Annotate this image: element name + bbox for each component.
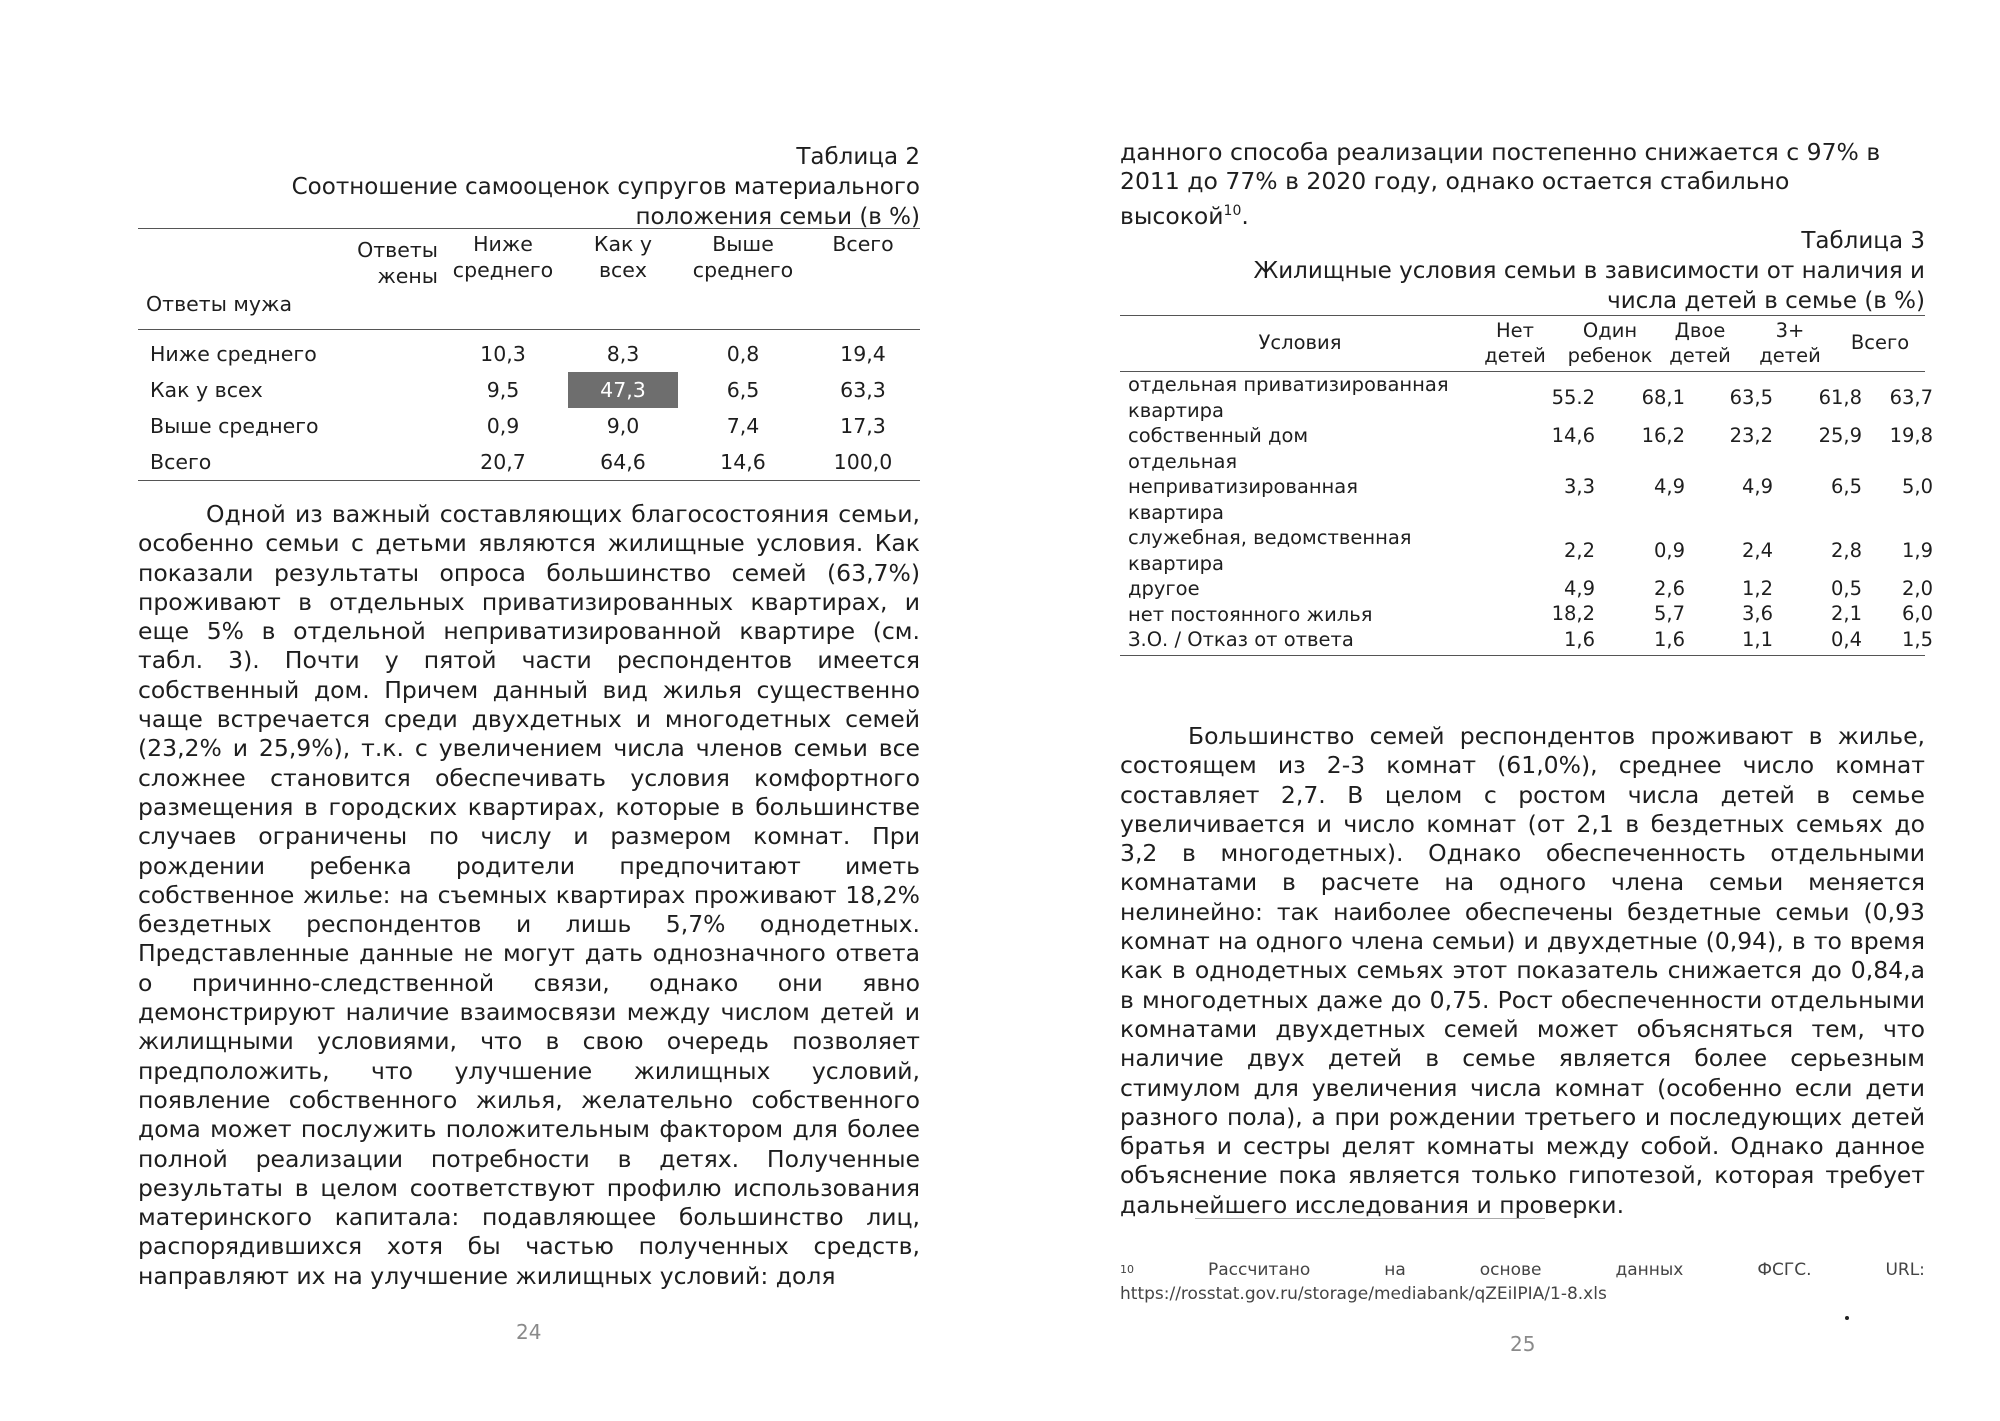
table-cell: 7,4: [726, 414, 760, 438]
col-header: 3+ детей: [1759, 319, 1821, 367]
row-label: Выше среднего: [150, 414, 319, 438]
table2: [138, 228, 920, 481]
table-row: [1120, 576, 1933, 602]
table-cell: 10,3: [480, 342, 526, 366]
table2-header: [138, 229, 920, 330]
table-cell: 3,3: [1563, 474, 1595, 498]
table-row: [1120, 602, 1933, 628]
table-cell: 2,2: [1563, 538, 1595, 562]
row-label: другое: [1128, 577, 1200, 600]
table-cell: 64,6: [600, 450, 646, 474]
table-cell: 9,5: [486, 378, 520, 402]
table-cell: 2,8: [1830, 538, 1862, 562]
footnote-marker: 10: [1120, 1263, 1134, 1276]
table2-caption: [120, 142, 920, 232]
table-cell: 19,8: [1889, 423, 1933, 447]
table-cell: 4,9: [1563, 576, 1595, 600]
col-header: Один ребенок: [1567, 319, 1653, 367]
table-cell: 20,7: [480, 450, 526, 474]
table-cell: 1,6: [1563, 627, 1595, 651]
table-cell: 4,9: [1653, 474, 1685, 498]
table-cell: 2,4: [1741, 538, 1773, 562]
table-row: [138, 444, 920, 480]
table-cell: 2,1: [1830, 602, 1862, 626]
table-cell: 9,0: [606, 414, 640, 438]
wife-answers-header: Ответы жены: [357, 238, 438, 288]
table2-title-line1: Соотношение самооценок супругов материального: [291, 174, 920, 200]
table-cell: 25,9: [1818, 423, 1862, 447]
table-cell: 1,6: [1653, 627, 1685, 651]
row-label: нет постоянного жилья: [1128, 602, 1373, 626]
speck: [1845, 1316, 1849, 1320]
page-number: 25: [1510, 1332, 1536, 1356]
table-row: [138, 336, 920, 372]
col-header: Нет детей: [1484, 319, 1546, 367]
paragraph: Одной из важный составляющих благосостояния семьи, особенно семьи с детьми являются жилищные условия. Как показали результаты опроса большинство семей (63,7%) проживают в отдельных приватизированных квартирах, и еще 5% в отдельной неприватизированной квартире (см. табл. 3). Почти у пятой части респондентов имеется собственный дом. Причем данный вид жилья существенно чаще встречается среди двухдетных и многодетных семей (23,2% и 25,9%), т.к. с увеличением числа членов семьи все сложнее становится обеспечивать условия комфортного размещения в городских квартирах, которые в большинстве случаев ограничены по числу и размером комнат. При рождении ребенка родители предпочитают иметь собственное жилье: на съемных квартирах проживают 18,2% бездетных респондентов и лишь 5,7% однодетных. Представленные данные не могут дать однозначного ответа о причинно-следственной связи, однако они явно демонстрируют наличие взаимосвязи между числом детей и жилищными условиями, что в свою очередь позволяет предположить, что улучшение жилищных условий, появление собственного жилья, желательно собственного дома может послужить положительным фактором для более полной реализации потребности в детях. Полученные результаты в целом соответствуют профилю использования материнского капитала: подавляющее большинство лиц, распорядившихся хотя бы частью полученных средств, направляют их на улучшение жилищных условий: доля: [138, 500, 920, 1290]
table3-caption: [1105, 226, 1925, 316]
table-cell: 68,1: [1641, 385, 1685, 409]
paragraph: Большинство семей респондентов проживают в жилье, состоящем из 2-3 комнат (61,0%), среднее число комнат составляет 2,7. В целом с ростом числа детей в семье увеличивается и число комнат (от 2,1 в бездетных семьях до 3,2 в многодетных). Однако обеспеченность отдельными комнатами в расчете на одного члена семьи меняется нелинейно: так наиболее обеспечены бездетные семьи (0,93 комнат на одного члена семьи) и двухдетные (0,94), в то время как в однодетных семьях этот показатель снижается до 0,84,а в многодетных даже до 0,75. Рост обеспеченности отдельными комнатами двухдетных семей может объясняться тем, что наличие двух детей в семье является более серьезным стимулом для увеличения числа комнат (особенно если дети разного пола), а при рождении третьего и последующих детей братья и сестры делят комнаты между собой. Однако данное объяснение пока является только гипотезой, которая требует дальнейшего исследования и проверки.: [1120, 722, 1925, 1219]
table3: [1120, 315, 1933, 656]
right-body-text: [1120, 722, 1925, 1220]
table-cell: 6,0: [1901, 602, 1933, 626]
table-cell: 18,2: [1551, 602, 1595, 626]
table-cell: 63,5: [1729, 385, 1773, 409]
col-header: Как у всех: [593, 232, 653, 282]
table-row: [1120, 449, 1933, 526]
table-cell: 0,5: [1830, 576, 1862, 600]
table-cell: 0,9: [486, 414, 520, 438]
right-top-text: данного способа реализации постепенно снижается с 97% в 2011 до 77% в 2020 году, однако остается стабильно высокой$^{10}$.: [1120, 138, 1881, 230]
footnote-url[interactable]: https://rosstat.gov.ru/storage/mediabank/qZEiIPIA/1-8.xls: [1120, 1284, 1607, 1304]
table-cell: 6,5: [726, 378, 760, 402]
table-cell: 17,3: [840, 414, 886, 438]
table2-title-line2: положения семьи (в %): [635, 204, 920, 230]
row-label: Всего: [150, 450, 212, 474]
table2-number: Таблица 2: [796, 144, 920, 170]
top-text: данного способа реализации постепенно снижается с 97% в 2011 до 77% в 2020 году, однако остается стабильно высокой: [1120, 138, 1881, 230]
table-row: [1120, 627, 1933, 653]
footnote-divider: [1195, 1218, 1545, 1219]
row-label: Как у всех: [150, 378, 263, 402]
row-label: служебная, ведомственная квартира: [1128, 526, 1412, 575]
table-cell: 1,2: [1741, 576, 1773, 600]
table-cell: 63,7: [1889, 385, 1933, 409]
table-row: [138, 408, 920, 444]
row-label: отдельная приватизированная квартира: [1128, 373, 1449, 422]
table-cell: 61,8: [1818, 385, 1862, 409]
table3-number: Таблица 3: [1801, 228, 1925, 254]
table-cell: 3,6: [1741, 602, 1773, 626]
table-cell: 14,6: [1551, 423, 1595, 447]
table-cell: 0,8: [726, 342, 760, 366]
table-cell: 55.2: [1551, 385, 1595, 409]
table-cell: 16,2: [1641, 423, 1685, 447]
footnote-ref: 10: [1223, 202, 1242, 219]
col-header: Всего: [832, 232, 894, 256]
table-cell: 19,4: [840, 342, 886, 366]
table-cell: 1,9: [1901, 538, 1933, 562]
col-header: Выше среднего: [692, 232, 794, 282]
table-cell: 14,6: [720, 450, 766, 474]
table3-title-line2: числа детей в семье (в %): [1607, 288, 1925, 314]
page-number: 24: [516, 1320, 542, 1344]
highlighted-cell: 47,3: [568, 372, 678, 408]
table-row: [1120, 423, 1933, 449]
col-header: Всего: [1850, 331, 1910, 354]
table3-title-line1: Жилищные условия семьи в зависимости от наличия и: [1253, 258, 1925, 284]
table-row: [1120, 372, 1933, 423]
table-cell: 2,0: [1901, 576, 1933, 600]
row-label: собственный дом: [1128, 424, 1309, 447]
table-row: [138, 372, 920, 408]
row-label: З.О. / Отказ от ответа: [1128, 628, 1354, 651]
table-cell: 2,6: [1653, 576, 1685, 600]
husband-answers-header: Ответы мужа: [146, 292, 293, 316]
table-cell: 23,2: [1729, 423, 1773, 447]
row-label: отдельная неприватизированная квартира: [1128, 449, 1358, 524]
table-cell: 5,7: [1653, 602, 1685, 626]
table-cell: 0,4: [1830, 627, 1862, 651]
table-cell: 0,9: [1653, 538, 1685, 562]
table-cell: 6,5: [1830, 474, 1862, 498]
table-cell: 5,0: [1901, 474, 1933, 498]
table-cell: 63,3: [840, 378, 886, 402]
table-row: [1120, 525, 1933, 576]
table-cell: 1,5: [1901, 627, 1933, 651]
left-body-text: [138, 500, 920, 1291]
table-cell: 1,1: [1741, 627, 1773, 651]
col-header: Двое детей: [1669, 319, 1731, 367]
footnote: 10 Рассчитано на основе данных ФСГС. URL: https://rosstat.gov.ru/storage/mediabank/qZEiIPIA/1-8.xls: [1120, 1260, 1925, 1304]
table-cell: 100,0: [833, 450, 893, 474]
col-header: Ниже среднего: [452, 232, 554, 282]
conditions-header: Условия: [1258, 331, 1342, 354]
table3-header: [1120, 315, 1925, 372]
table-cell: 4,9: [1741, 474, 1773, 498]
row-label: Ниже среднего: [150, 342, 317, 366]
table-cell: 8,3: [606, 342, 640, 366]
